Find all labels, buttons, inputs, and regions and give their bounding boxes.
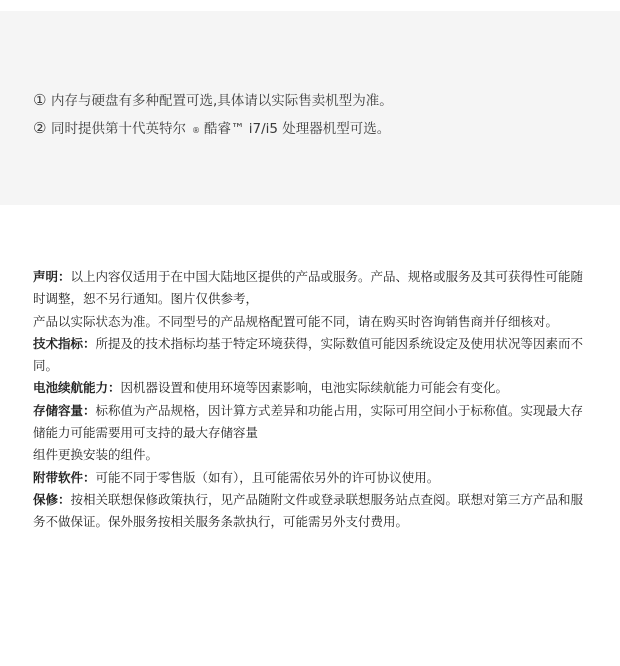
tech-label: 技术指标： — [33, 335, 96, 351]
battery-text: 因机器设置和使用环境等因素影响，电池实际续航能力可能会有变化。 — [120, 380, 509, 396]
footnote-list — [33, 87, 603, 144]
registered-mark: ® — [192, 126, 200, 135]
footnote-number: ② — [33, 119, 47, 137]
storage-paragraph — [33, 400, 593, 445]
footnote-2 — [33, 115, 603, 144]
tech-paragraph — [33, 333, 593, 378]
statement-text-2: 产品以实际状态为准。不同型号的产品规格配置可能不同，请在购买时咨询销售商并仔细核对。 — [33, 313, 559, 329]
software-text: 可能不同于零售版（如有），且可能需依另外的许可协议使用。 — [95, 469, 440, 485]
statement-label: 声明： — [33, 269, 71, 284]
footnote-1 — [33, 87, 603, 115]
footnote-number: ① — [33, 91, 47, 109]
statement-paragraph-2 — [33, 311, 593, 333]
footnote-text: 内存与硬盘有多种配置可选,具体请以实际售卖机型为准。 — [51, 93, 393, 109]
warranty-text: 按相关联想保修政策执行，见产品随附文件或登录联想服务站点查阅。联想对第三方产品和服务不做保证。保外服务按相关服务条款执行，可能需另外支付费用。 — [33, 491, 584, 530]
footnote-text: 同时提供第十代英特尔 — [51, 121, 186, 137]
statement-paragraph — [33, 266, 593, 311]
storage-paragraph-2 — [33, 444, 593, 466]
software-paragraph — [33, 467, 593, 489]
footnote-text-cont: 酷睿™ i7/i5 处理器机型可选。 — [204, 121, 391, 137]
storage-label: 存储容量： — [33, 402, 96, 418]
warranty-paragraph — [33, 489, 593, 534]
warranty-label: 保修： — [33, 491, 71, 507]
statement-text: 以上内容仅适用于在中国大陆地区提供的产品或服务。产品、规格或服务及其可获得性可能随时调整，恕不另行通知。图片仅供参考， — [33, 269, 584, 307]
battery-paragraph — [33, 377, 593, 399]
disclaimer-section — [33, 266, 593, 534]
storage-text: 标称值为产品规格，因计算方式差异和功能占用，实际可用空间小于标称值。实现最大存储能力可能需要用可支持的最大存储容量 — [33, 402, 584, 441]
software-label: 附带软件： — [33, 469, 96, 485]
tech-text: 所提及的技术指标均基于特定环境获得，实际数值可能因系统设定及使用状况等因素而不同。 — [33, 335, 584, 374]
storage-text-2: 组件更换安装的组件。 — [33, 447, 159, 463]
battery-label: 电池续航能力： — [33, 380, 121, 396]
